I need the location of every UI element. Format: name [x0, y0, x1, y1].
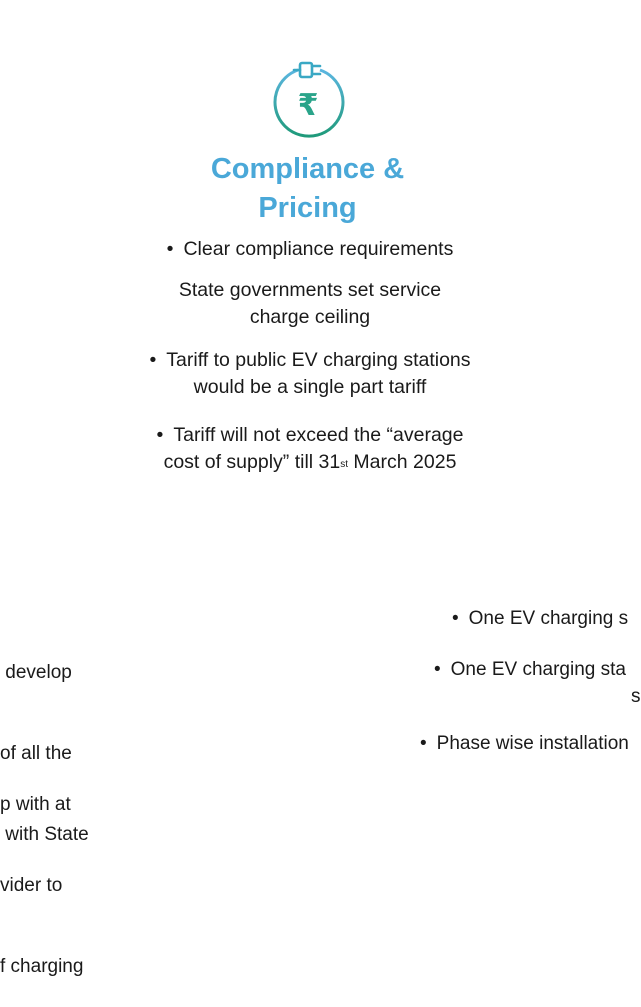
- paragraph-line-2: charge ceiling: [249, 306, 371, 328]
- line-post: March 2025: [348, 451, 457, 473]
- bullet-line-1: • Tariff to public EV charging stations: [120, 347, 500, 374]
- fragment-line: develop: [0, 662, 72, 683]
- bullet-text: • One EV charging s: [452, 608, 628, 629]
- paragraph-line-1: State governments set service: [178, 279, 442, 301]
- right-bullet-1: [452, 605, 628, 632]
- fragment-line: f charging: [0, 956, 84, 977]
- rupee-plug-icon: [270, 58, 346, 138]
- bullet-compliance: [120, 236, 500, 263]
- bullet-tariff-single-part: [120, 347, 500, 401]
- page-title: [180, 150, 435, 228]
- bullet-line-2: [120, 449, 500, 476]
- service-charge-paragraph: [120, 277, 500, 331]
- bullet-line-2: would be a single part tariff: [193, 376, 427, 398]
- fragment-line: with State: [0, 824, 89, 845]
- svg-text:₹: ₹: [297, 88, 319, 123]
- bullet-tariff-cost-supply: [120, 422, 500, 476]
- title-line-2: Pricing: [258, 192, 357, 224]
- fragment-line: of all the: [0, 743, 72, 764]
- right-bullet-2: [434, 656, 626, 683]
- fragment-line: p with at: [0, 794, 71, 815]
- fragment-line: vider to: [0, 875, 63, 896]
- bullet-text: • One EV charging sta: [434, 659, 626, 680]
- line-pre: cost of supply” till 31: [163, 451, 341, 473]
- left-text-fragment-2: [0, 737, 83, 1007]
- bullet-line-1: • Tariff will not exceed the “average: [120, 422, 500, 449]
- right-bullet-3: [420, 730, 629, 757]
- bullet-text: • Clear compliance requirements: [167, 238, 454, 260]
- right-bullet-2-continuation: s: [631, 686, 641, 707]
- title-line-1: Compliance &: [210, 153, 405, 185]
- ordinal-suffix: st: [340, 459, 349, 470]
- bullet-text: • Phase wise installation: [420, 733, 629, 754]
